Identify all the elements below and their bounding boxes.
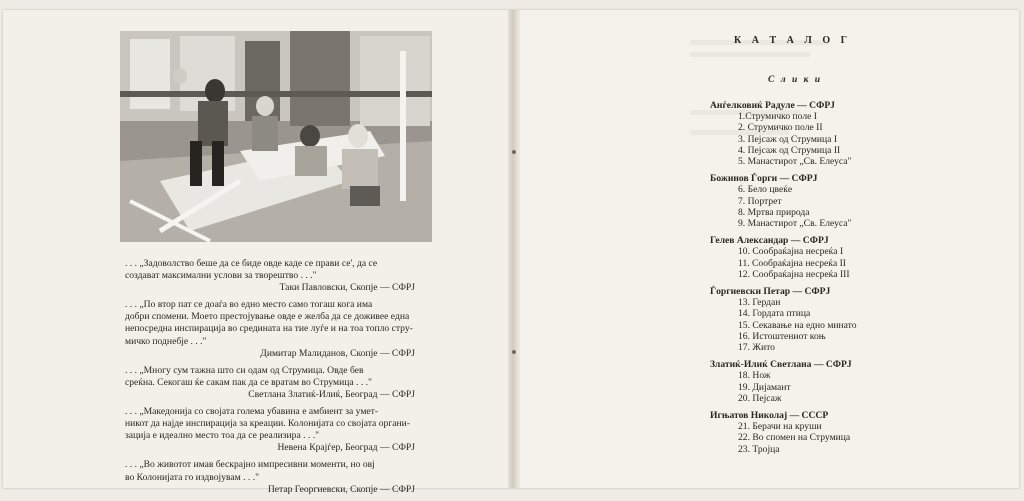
artwork-item: 20. Пејсаж [738, 392, 782, 404]
artist-name: Гелев Александар — СФРЈ [710, 235, 829, 247]
book-gutter [508, 10, 520, 488]
quote-line: зација е идеално место тоа да се реализира . . ." [125, 430, 320, 442]
artist-group [710, 286, 870, 353]
artwork-item: 15. Секавање на едно минато [738, 319, 857, 331]
photo-of-people-working-outdoors-icon [120, 31, 432, 242]
artist-name: Златиќ-Илиќ Светлана — СФРЈ [710, 359, 852, 371]
artist-name: Анѓелковиќ Радуле — СФРЈ [710, 100, 835, 111]
quote-line: во Колонијата го издвојувам . . ." [125, 471, 260, 483]
left-page [3, 10, 513, 495]
artist-group [710, 359, 870, 404]
artwork-item: 17. Жито [738, 342, 775, 354]
booklet-spread [3, 10, 1019, 495]
quote-block [125, 299, 415, 359]
artwork-item: 7. Портрет [738, 195, 782, 207]
artwork-item: 22. Во спомен на Струмица [738, 432, 851, 444]
artwork-item: 4. Пејсаж од Струмица II [738, 144, 841, 156]
quote-line: создават максимални услови за творештво . . ." [125, 270, 317, 282]
artwork-item: 9. Манастирот „Св. Елеуса" [738, 218, 852, 230]
quote-author: Светлана Златиќ-Илиќ, Београд — СФРЈ [248, 388, 415, 400]
quote-line: . . . „Задоволство беше да се биде овде каде се прави се', да се [125, 258, 378, 269]
artist-group [710, 100, 870, 167]
artist-name: Игњатов Николај — СССР [710, 410, 829, 422]
quote-line: добри спомени. Моето престојување овде е желба да се доживее една [125, 311, 410, 323]
quote-author: Невена Крајѓер, Београд — СФРЈ [277, 442, 415, 454]
artist-group [710, 410, 870, 455]
quote-author: Таки Павловски, Скопје — СФРЈ [279, 282, 415, 294]
staple-hole [512, 150, 516, 154]
quote-block [125, 365, 415, 401]
artwork-item: 3. Пејсаж од Струмица I [738, 133, 838, 145]
artwork-item: 8. Мртва природа [738, 206, 810, 218]
artwork-item: 14. Гордата птица [738, 308, 811, 320]
artwork-item: 19. Дијамант [738, 381, 791, 393]
artwork-item: 6. Бело цвеќе [738, 184, 793, 196]
photograph [120, 31, 432, 242]
artwork-item: 2. Струмичко поле II [738, 122, 823, 134]
show-through-text [690, 52, 810, 57]
artwork-item: 16. Истоштениот коњ [738, 330, 826, 342]
catalog-subtitle: С л и к и [768, 75, 823, 85]
quote-block [125, 258, 415, 294]
quote-author: Петар Георгиевски, Скопје — СФРЈ [267, 483, 415, 495]
quotes-section [125, 258, 415, 501]
staple-hole [512, 350, 516, 354]
catalog-title: К А Т А Л О Г [734, 35, 851, 46]
artwork-item: 21. Берачи на круши [738, 421, 822, 433]
quote-line: . . . „Многу сум тажна што си одам од Струмица. Овде бев [125, 364, 364, 376]
quote-block [125, 459, 415, 495]
artwork-item: 11. Сообраќајна несреќа II [738, 257, 846, 269]
quote-line: непосредна инспирација во средината на тие луѓе и на тоа топло стру- [125, 323, 413, 335]
artwork-item: 5. Манастирот „Св. Елеуса" [738, 156, 852, 168]
quote-block [125, 406, 415, 454]
artwork-item: 1.Струмичко поле I [738, 111, 817, 123]
quote-author: Димитар Малиданов, Скопје — СФРЈ [260, 347, 415, 359]
quote-line: никот да најде инспирација за креации. Колонијата со својата органи- [125, 418, 410, 430]
artist-group [710, 235, 870, 280]
quote-line: . . . „Во животот имав бескрајно импресивни моменти, но овј [125, 459, 375, 471]
artwork-item: 23. Тројца [738, 443, 780, 455]
artwork-item: 10. Сообраќајна несреќа I [738, 246, 844, 258]
artwork-item: 13. Гердан [738, 297, 781, 309]
catalog-list [710, 94, 870, 455]
quote-line: . . . „Македонија со својата голема убавина е амбиент за умет- [125, 406, 379, 418]
artist-name: Ѓоргиевски Петар — СФРЈ [710, 286, 831, 298]
artwork-item: 12. Сообраќајна несреќа III [738, 268, 850, 280]
quote-line: . . . „По втор пат се доаѓа во едно место само тогаш кога има [125, 299, 373, 311]
artwork-item: 18. Нож [738, 370, 771, 382]
quote-line: среќна. Секогаш ќе сакам пак да се вратам во Струмица . . ." [125, 376, 372, 388]
quote-line: мичко поднебје . . ." [125, 335, 207, 347]
artist-name: Божинов Ѓорги — СФРЈ [710, 173, 818, 185]
artist-group [710, 173, 870, 229]
